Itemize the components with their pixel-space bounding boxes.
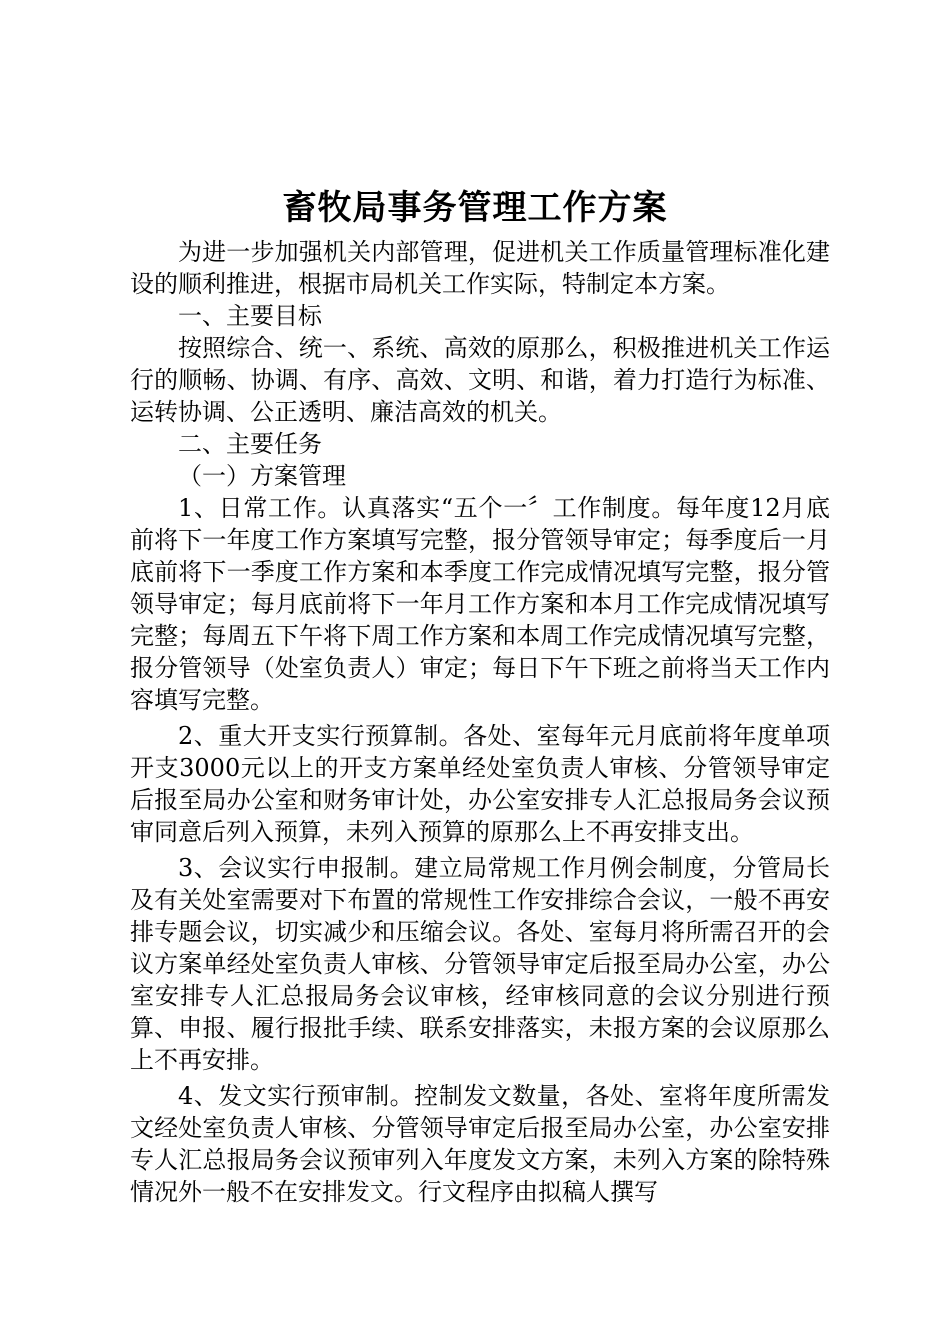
subsection-heading-plan-management: （一）方案管理 (178, 462, 346, 490)
item-meeting-system: 3、会议实行申报制。建立局常规工作月例会制度，分管局长及有关处室需要对下布置的常规性工作安排综合会议，一般不再安排专题会议，切实减少和压缩会议。各处、室每月将所需召开的会议方案单经处室负责人审核、分管领导审定后报至局办公室，办公室安排专人汇总报局务会议审核，经审核同意的会议分别进行预算、申报、履行报批手续、联系安排落实，未报方案的会议原那么上不再安排。 (130, 854, 830, 1074)
document-title: 畜牧局事务管理工作方案 (282, 188, 668, 228)
section-heading-goals: 一、主要目标 (178, 302, 322, 330)
section-heading-tasks: 二、主要任务 (178, 430, 322, 458)
intro-paragraph: 为进一步加强机关内部管理，促进机关工作质量管理标准化建设的顺利推进，根据市局机关工作实际，特制定本方案。 (130, 238, 830, 298)
item-budget-system: 2、重大开支实行预算制。各处、室每年元月底前将年度单项开支3000元以上的开支方案单经处室负责人审核、分管领导审定后报至局办公室和财务审计处，办公室安排专人汇总报局务会议预审同意后列入预算，未列入预算的原那么上不再安排支出。 (130, 722, 830, 846)
item-document-review: 4、发文实行预审制。控制发文数量，各处、室将年度所需发文经处室负责人审核、分管领导审定后报至局办公室，办公室安排专人汇总报局务会议预审列入年度发文方案，未列入方案的除特殊情况外一般不在安排发文。行文程序由拟稿人撰写 (130, 1082, 830, 1206)
goals-paragraph: 按照综合、统一、系统、高效的原那么，积极推进机关工作运行的顺畅、协调、有序、高效、文明、和谐，着力打造行为标准、运转协调、公正透明、廉洁高效的机关。 (130, 334, 830, 426)
document-body (130, 236, 830, 1208)
item-daily-work: 1、日常工作。认真落实“五个一〞工作制度。每年度12月底前将下一年度工作方案填写完整，报分管领导审定；每季度后一月底前将下一季度工作方案和本季度工作完成情况填写完整，报分管领导审定；每月底前将下一年月工作方案和本月工作完成情况填写完整；每周五下午将下周工作方案和本周工作完成情况填写完整，报分管领导（处室负责人）审定；每日下午下班之前将当天工作内容填写完整。 (130, 494, 830, 714)
